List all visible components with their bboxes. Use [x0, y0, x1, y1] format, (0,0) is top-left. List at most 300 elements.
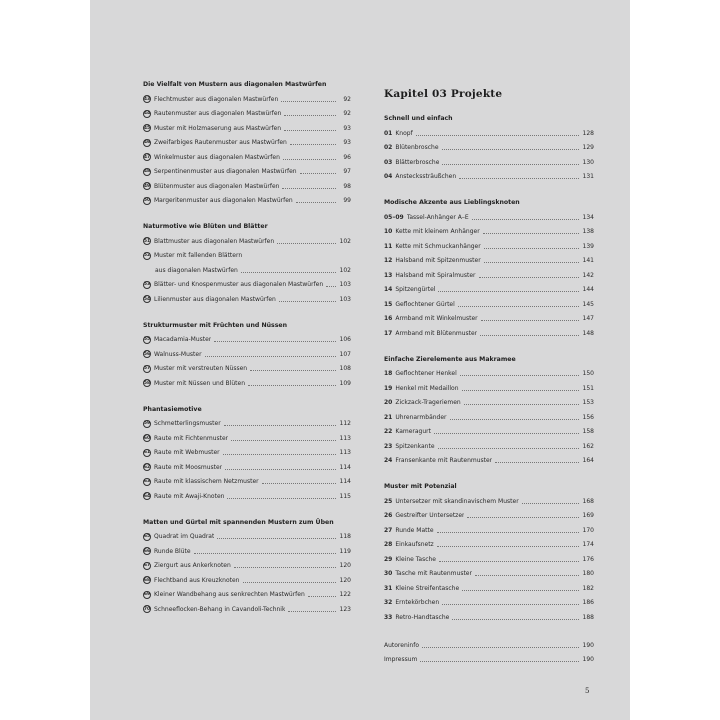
toc-entry[interactable]	[143, 362, 351, 377]
entry-number: 01	[384, 129, 393, 137]
dot-leader	[248, 385, 336, 386]
entry-number: 21	[384, 413, 393, 421]
dot-leader	[279, 301, 336, 302]
section-title: Die Vielfalt von Mustern aus diagonalen Mastwürfen	[143, 81, 327, 88]
toc-entry[interactable]	[384, 494, 594, 509]
entry-title: Quadrat im Quadrat	[154, 533, 215, 541]
entry-number: 25	[384, 497, 393, 505]
dot-leader	[300, 173, 336, 174]
dot-leader	[288, 611, 336, 612]
toc-entry[interactable]	[384, 254, 594, 269]
toc-section	[384, 480, 594, 625]
entry-number: 65	[143, 534, 151, 540]
entry-number: 61	[143, 450, 151, 456]
entry-title: Raute mit Moosmuster	[154, 463, 223, 471]
dot-leader	[437, 546, 579, 547]
entry-number: 11	[384, 242, 393, 250]
entry-title: Lilienmuster aus diagonalen Mastwürfen	[154, 295, 276, 303]
entry-page: 103	[339, 295, 351, 303]
toc-entry[interactable]	[143, 602, 351, 617]
dot-leader	[243, 582, 337, 583]
entry-title: Tasche mit Rautenmuster	[395, 570, 472, 578]
dot-leader	[434, 433, 579, 434]
toc-entry[interactable]	[143, 92, 351, 107]
dot-leader	[277, 243, 336, 244]
section-title: Naturmotive wie Blüten und Blätter	[143, 223, 268, 230]
dot-leader	[284, 130, 336, 131]
toc-entry[interactable]	[384, 439, 594, 454]
entry-title: Impressum	[384, 656, 418, 663]
dot-leader	[205, 356, 336, 357]
entry-page: 170	[582, 526, 594, 534]
entry-page: 107	[339, 350, 351, 358]
entry-number: 05–09	[384, 213, 404, 221]
dot-leader	[283, 159, 336, 160]
toc-entry[interactable]	[384, 210, 594, 225]
entry-page: 120	[339, 576, 351, 584]
entry-page: 168	[582, 497, 594, 505]
toc-entry[interactable]	[384, 283, 594, 298]
entry-number: 24	[384, 457, 393, 465]
dot-leader	[442, 149, 579, 150]
entry-title: Raute mit klassischem Netzmuster	[154, 478, 259, 486]
entry-number: 19	[384, 384, 393, 392]
entry-number: 57	[143, 366, 151, 372]
entry-title: Margeritenmuster aus diagonalen Mastwürfen	[154, 197, 293, 205]
entry-page: 92	[343, 110, 351, 118]
toc-entry[interactable]	[143, 347, 351, 362]
toc-entry[interactable]	[143, 107, 351, 122]
dot-leader	[224, 425, 336, 426]
section-title: Einfache Zierelemente aus Makramee	[384, 355, 516, 363]
entry-number: 28	[384, 541, 393, 549]
entry-number: 59	[143, 421, 151, 427]
entry-title: Blätterbrosche	[395, 158, 440, 166]
toc-section	[143, 516, 351, 617]
entry-title: Retro-Handtasche	[395, 613, 450, 621]
dot-leader	[214, 341, 336, 342]
entry-number: 48	[143, 169, 151, 175]
entry-title: Spitzenkante	[395, 442, 435, 450]
entry-title: Runde Matte	[395, 526, 434, 534]
dot-leader	[475, 575, 579, 576]
toc-entry[interactable]	[143, 121, 351, 136]
entry-number: 02	[384, 144, 393, 152]
section-title: Muster mit Potenzial	[384, 483, 457, 490]
entry-title: Spitzengürtel	[395, 286, 436, 294]
entry-number: 14	[384, 286, 393, 294]
entry-number: 45	[143, 125, 151, 131]
dot-leader	[462, 390, 580, 391]
entry-title: Raute mit Webmuster	[154, 449, 220, 457]
toc-entry[interactable]	[384, 225, 594, 240]
entry-title: Rautenmuster aus diagonalen Mastwürfen	[154, 110, 282, 118]
entry-page: 145	[582, 300, 594, 308]
entry-number: 58	[143, 380, 151, 386]
entry-number: 51	[143, 238, 151, 244]
entry-title: Tassel-Anhänger A–E	[406, 213, 469, 221]
toc-entry[interactable]	[384, 367, 594, 382]
entry-page: 138	[582, 228, 594, 236]
entry-title: Runde Blüte	[154, 547, 191, 555]
entry-number: 15	[384, 300, 393, 308]
entry-page: 109	[339, 379, 351, 387]
entry-number: 03	[384, 158, 393, 166]
entry-page: 112	[339, 420, 351, 428]
entry-page: 106	[339, 336, 351, 344]
right-sections	[384, 112, 594, 625]
entry-title: Henkel mit Medaillon	[395, 384, 459, 392]
entry-number: 23	[384, 442, 393, 450]
entry-number: 50	[143, 198, 151, 204]
entry-page: 134	[582, 213, 594, 221]
section-title: Schnell und einfach	[384, 115, 453, 122]
toc-section	[384, 353, 594, 469]
dot-leader	[281, 101, 336, 102]
toc-entry[interactable]	[143, 179, 351, 194]
toc-entry[interactable]	[384, 610, 594, 625]
entry-title: Knopf	[395, 129, 413, 137]
entry-page: 182	[582, 584, 594, 592]
entry-title: Winkelmuster aus diagonalen Mastwürfen	[154, 153, 280, 161]
dot-leader	[282, 188, 336, 189]
entry-number: 66	[143, 548, 151, 554]
dot-leader	[416, 135, 579, 136]
dot-leader	[481, 320, 579, 321]
toc-entry[interactable]	[384, 581, 594, 596]
entry-page: 98	[343, 182, 351, 190]
entry-number: 31	[384, 584, 393, 592]
entry-title: Gestreifter Untersetzer	[395, 512, 465, 520]
entry-number: 29	[384, 555, 393, 563]
entry-number: 16	[384, 315, 393, 323]
dot-leader	[472, 219, 579, 220]
entry-page: 190	[582, 642, 594, 649]
entry-page: 99	[343, 197, 351, 205]
entry-title: Raute mit Fichtenmuster	[154, 434, 229, 442]
entry-title: Untersetzer mit skandinavischem Muster	[395, 497, 519, 505]
dot-leader	[460, 375, 579, 376]
dot-leader	[241, 272, 336, 273]
page-number: 5	[585, 687, 590, 695]
toc-entry[interactable]	[143, 234, 351, 249]
entry-number: 46	[143, 140, 151, 146]
entry-page: 186	[582, 599, 594, 607]
entry-title: Uhrenarmbänder	[395, 413, 447, 421]
dot-leader	[422, 647, 579, 648]
entry-title: aus diagonalen Mastwürfen	[155, 266, 238, 274]
dot-leader	[484, 262, 579, 263]
toc-entry[interactable]	[143, 194, 351, 209]
dot-leader	[234, 567, 336, 568]
entry-title: Blattmuster aus diagonalen Mastwürfen	[154, 237, 275, 245]
entry-title: Walnuss-Muster	[154, 350, 202, 358]
toc-entry[interactable]	[384, 326, 594, 341]
dot-leader	[480, 335, 579, 336]
entry-page: 144	[582, 286, 594, 294]
entry-number: 30	[384, 570, 393, 578]
dot-leader	[438, 291, 579, 292]
entry-title: Autoreninfo	[384, 642, 420, 649]
toc-entry[interactable]	[143, 431, 351, 446]
entry-title: Blätter- und Knospenmuster aus diagonalen Mastwürfen	[154, 281, 324, 289]
entry-page: 115	[339, 492, 351, 500]
dot-leader	[326, 286, 336, 287]
entry-title: Ansteckssträußchen	[395, 173, 457, 181]
entry-number: 20	[384, 399, 393, 407]
entry-page: 190	[582, 656, 594, 663]
entry-title: Raute mit Awaji-Knoten	[154, 492, 225, 500]
entry-page: 93	[343, 139, 351, 147]
toc-entry[interactable]	[384, 268, 594, 283]
entry-title: Geflochtener Henkel	[395, 370, 457, 378]
entry-page: 180	[582, 570, 594, 578]
entry-number: 60	[143, 435, 151, 441]
toc-entry[interactable]	[143, 417, 351, 432]
dot-leader	[194, 553, 336, 554]
dot-leader	[450, 419, 579, 420]
entry-page: 141	[582, 257, 594, 265]
toc-entry[interactable]	[143, 588, 351, 603]
entry-page: 113	[339, 434, 351, 442]
dot-leader	[438, 448, 579, 449]
entry-number: 53	[143, 282, 151, 288]
entry-page: 93	[343, 124, 351, 132]
toc-entry[interactable]	[384, 155, 594, 170]
toc-entry[interactable]	[384, 396, 594, 411]
entry-number: 64	[143, 493, 151, 499]
toc-right-column	[384, 78, 594, 667]
entry-page: 114	[339, 463, 351, 471]
entry-page: 158	[582, 428, 594, 436]
section-title: Matten und Gürtel mit spannenden Mustern zum Üben	[143, 518, 334, 526]
toc-entry[interactable]	[384, 410, 594, 425]
entry-title: Kleiner Wandbehang aus senkrechten Mastwürfen	[154, 591, 305, 599]
entry-number: 13	[384, 271, 393, 279]
dot-leader	[284, 115, 336, 116]
entry-page: 122	[339, 591, 351, 599]
entry-number: 44	[143, 111, 151, 117]
entry-title: Geflochtener Gürtel	[395, 300, 455, 308]
toc-entry[interactable]	[143, 376, 351, 391]
toc-entry[interactable]	[384, 538, 594, 553]
toc-entry[interactable]	[143, 559, 351, 574]
entry-page: 103	[339, 281, 351, 289]
toc-entry[interactable]	[143, 460, 351, 475]
entry-number: 52	[143, 253, 151, 259]
entry-title: Blütenmuster aus diagonalen Mastwürfen	[154, 182, 280, 190]
dot-leader	[308, 596, 336, 597]
dot-leader	[439, 561, 579, 562]
toc-section	[143, 319, 351, 391]
entry-number: 32	[384, 599, 393, 607]
dot-leader	[217, 538, 336, 539]
toc-entry[interactable]	[143, 530, 351, 545]
entry-number: 63	[143, 479, 151, 485]
entry-page: 102	[339, 266, 351, 274]
toc-entry[interactable]	[384, 552, 594, 567]
entry-page: 128	[582, 129, 594, 137]
entry-number: 22	[384, 428, 393, 436]
dot-leader	[483, 233, 579, 234]
section-title: Strukturmuster mit Früchten und Nüssen	[143, 321, 287, 329]
toc-entry[interactable]	[143, 333, 351, 348]
entry-number: 62	[143, 464, 151, 470]
entry-title: Halsband mit Spiralmuster	[395, 271, 476, 279]
entry-page: 142	[582, 271, 594, 279]
entry-number: 55	[143, 337, 151, 343]
entry-number: 68	[143, 577, 151, 583]
entry-title: Blütenbrosche	[395, 144, 439, 152]
entry-title: Kleine Tasche	[395, 555, 436, 563]
toc-entry[interactable]	[143, 165, 351, 180]
toc-entry[interactable]	[143, 278, 351, 293]
toc-section	[384, 196, 594, 341]
entry-page: 96	[343, 153, 351, 161]
toc-section	[143, 403, 351, 504]
entry-number: 67	[143, 563, 151, 569]
entry-number: 04	[384, 173, 393, 181]
entry-number: 18	[384, 370, 393, 378]
toc-section	[384, 112, 594, 184]
entry-number: 10	[384, 228, 393, 236]
entry-number: 49	[143, 183, 151, 189]
entry-number: 70	[143, 606, 151, 612]
entry-page: 113	[339, 449, 351, 457]
entry-title: Ziergurt aus Ankerknoten	[154, 562, 231, 570]
toc-entry[interactable]	[384, 239, 594, 254]
chapter-title: Kapitel 03 Projekte	[384, 88, 503, 100]
entry-page: 118	[339, 533, 351, 541]
entry-page: 148	[582, 329, 594, 337]
toc-entry[interactable]	[384, 170, 594, 185]
dot-leader	[495, 462, 579, 463]
entry-title: Kameragurt	[395, 428, 431, 436]
entry-page: 176	[582, 555, 594, 563]
toc-entry[interactable]	[143, 263, 351, 278]
entry-page: 147	[582, 315, 594, 323]
entry-title: Schneeflocken-Behang in Cavandoli-Technik	[154, 605, 286, 613]
entry-page: 139	[582, 242, 594, 250]
entry-title: Erntekörbchen	[395, 599, 440, 607]
toc-entry[interactable]	[384, 126, 594, 141]
toc-entry[interactable]	[143, 446, 351, 461]
entry-page: 129	[582, 144, 594, 152]
entry-page: 97	[343, 168, 351, 176]
dot-leader	[262, 483, 336, 484]
entry-page: 164	[582, 457, 594, 465]
entry-title: Schmetterlingsmuster	[154, 420, 221, 428]
entry-number: 43	[143, 96, 151, 102]
toc-entry[interactable]	[143, 292, 351, 307]
entry-title: Fransenkante mit Rautenmuster	[395, 457, 493, 465]
entry-page: 102	[339, 237, 351, 245]
entry-number: 26	[384, 512, 393, 520]
dot-leader	[227, 498, 336, 499]
entry-page: 131	[582, 173, 594, 181]
toc-entry[interactable]	[384, 297, 594, 312]
dot-leader	[442, 604, 579, 605]
entry-page: 119	[339, 547, 351, 555]
toc-entry[interactable]	[143, 475, 351, 490]
entry-number: 12	[384, 257, 393, 265]
entry-number: 54	[143, 296, 151, 302]
dot-leader	[290, 144, 336, 145]
entry-number: 47	[143, 154, 151, 160]
entry-title: Flechtband aus Kreuzknoten	[154, 576, 240, 584]
section-title: Phantasiemotive	[143, 405, 202, 413]
toc-entry[interactable]	[143, 150, 351, 165]
entry-page: 156	[582, 413, 594, 421]
entry-title: Zweifarbiges Rautenmuster aus Mastwürfen	[154, 139, 287, 147]
dot-leader	[231, 440, 336, 441]
toc-entry[interactable]	[143, 544, 351, 559]
dot-leader	[296, 202, 336, 203]
entry-page: 174	[582, 541, 594, 549]
dot-leader	[522, 503, 579, 504]
entry-number: 56	[143, 351, 151, 357]
entry-page: 151	[582, 384, 594, 392]
entry-page: 130	[582, 158, 594, 166]
dot-leader	[484, 248, 579, 249]
toc-entry[interactable]	[384, 596, 594, 611]
entry-title: Armband mit Blütenmuster	[395, 329, 478, 337]
dot-leader	[459, 178, 579, 179]
dot-leader	[467, 517, 579, 518]
entry-page: 150	[582, 370, 594, 378]
dot-leader	[479, 277, 580, 278]
toc-entry[interactable]	[143, 573, 351, 588]
toc-entry[interactable]	[384, 509, 594, 524]
entry-title: Halsband mit Spitzenmuster	[395, 257, 481, 265]
section-title: Modische Akzente aus Lieblingsknoten	[384, 199, 520, 206]
toc-entry[interactable]	[143, 489, 351, 504]
toc-section	[143, 220, 351, 307]
dot-leader	[420, 661, 579, 662]
entry-page: 120	[339, 562, 351, 570]
entry-title: Kleine Streifentasche	[395, 584, 460, 592]
entry-number: 69	[143, 592, 151, 598]
toc-entry[interactable]	[384, 454, 594, 469]
toc-entry[interactable]	[384, 141, 594, 156]
entry-title: Flechtmuster aus diagonalen Mastwürfen	[154, 95, 279, 103]
appendix-entry[interactable]	[384, 639, 594, 653]
entry-number: 33	[384, 613, 393, 621]
entry-page: 162	[582, 442, 594, 450]
toc-entry[interactable]	[384, 425, 594, 440]
toc-left-column	[143, 78, 351, 629]
toc-entry[interactable]	[384, 523, 594, 538]
toc-entry[interactable]	[384, 567, 594, 582]
entry-page: 123	[339, 605, 351, 613]
entry-page: 188	[582, 613, 594, 621]
entry-page: 114	[339, 478, 351, 486]
toc-entry[interactable]	[143, 249, 351, 264]
entry-title: Zickzack-Trageriemen	[395, 399, 461, 407]
appendix-entry[interactable]	[384, 653, 594, 667]
entry-page: 108	[339, 365, 351, 373]
toc-section	[143, 78, 351, 208]
toc-entry[interactable]	[384, 312, 594, 327]
entry-title: Kette mit kleinem Anhänger	[395, 228, 480, 236]
entry-title: Serpentinenmuster aus diagonalen Mastwürfen	[154, 168, 297, 176]
dot-leader	[223, 454, 336, 455]
entry-number: 27	[384, 526, 393, 534]
entry-title: Muster mit Holzmaserung aus Mastwürfen	[154, 124, 282, 132]
toc-entry[interactable]	[143, 136, 351, 151]
entry-page: 92	[343, 95, 351, 103]
toc-entry[interactable]	[384, 381, 594, 396]
